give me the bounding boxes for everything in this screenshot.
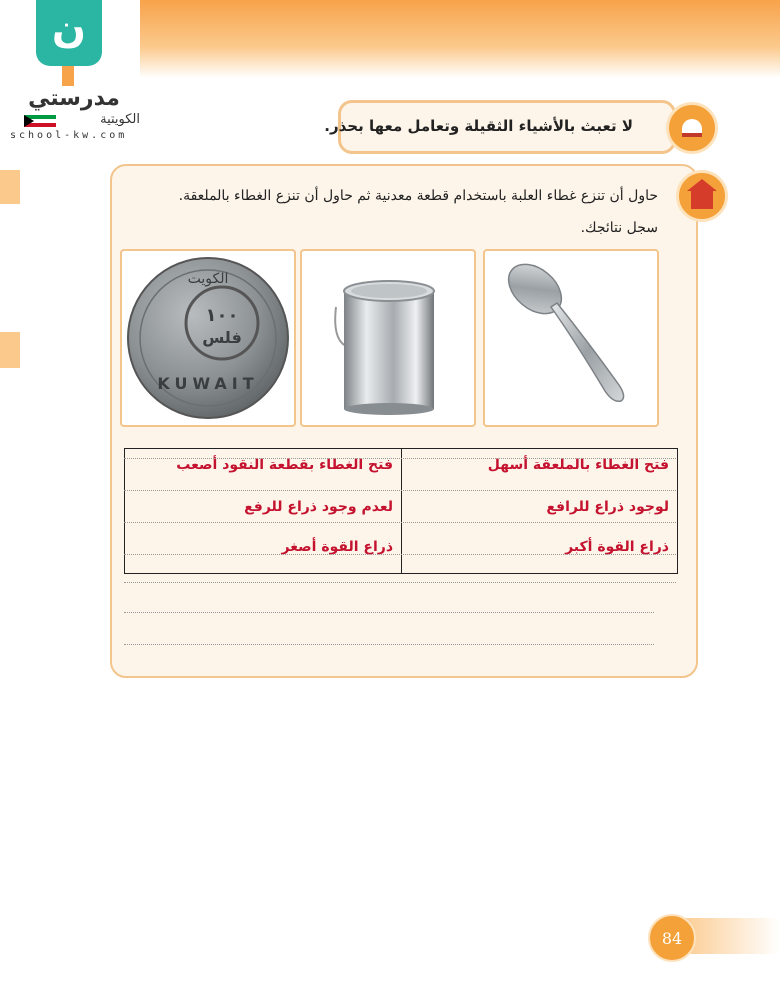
safety-note-text: لا تعبث بالأشياء الثقيلة وتعامل معها بحذر. [324, 117, 633, 135]
paint-can-image [300, 249, 476, 427]
answer-line[interactable] [124, 458, 676, 459]
logo-subtitle: الكويتية [100, 112, 140, 127]
coin-top-text: الكويت [187, 271, 229, 287]
result-spoon: فتح الغطاء بالملعقة أسهل [487, 457, 669, 473]
logo-name: مدرستي [28, 86, 120, 111]
answer-line[interactable] [124, 522, 676, 523]
answer-line[interactable] [124, 582, 676, 583]
activity-instruction-line2: سجل نتائجك. [580, 220, 658, 236]
coin-image [120, 249, 296, 427]
worker-icon [666, 102, 718, 154]
logo-url: school-kw.com [10, 130, 128, 141]
results-table [124, 448, 678, 574]
result-coin: لعدم وجود ذراع للرفع [244, 499, 393, 515]
answer-line[interactable] [124, 490, 676, 491]
kuwait-flag-icon [24, 115, 56, 127]
logo-glyph: ن [51, 6, 87, 52]
logo-stem [62, 66, 74, 86]
result-coin: ذراع القوة أصغر [281, 539, 393, 555]
answer-line[interactable] [124, 554, 676, 555]
side-tab-top [0, 170, 20, 204]
logo-mark [36, 0, 102, 66]
coin-unit: فلس [202, 328, 242, 347]
result-spoon: ذراع القوة أكبر [565, 539, 669, 555]
spoon-image [483, 249, 659, 427]
header-band [140, 0, 780, 78]
coin-value: ١٠٠ [205, 305, 239, 326]
result-coin: فتح الغطاء بقطعة النقود أصعب [176, 457, 393, 473]
page-number: 84 [661, 928, 683, 948]
answer-line[interactable] [124, 612, 654, 613]
site-logo[interactable] [0, 0, 150, 140]
side-tab-bottom [0, 332, 20, 368]
activity-instruction-line1: حاول أن تنزع غطاء العلبة باستخدام قطعة معدنية ثم حاول أن تنزع الغطاء بالملعقة. [178, 188, 658, 204]
page-number-badge [648, 914, 696, 962]
home-icon [676, 170, 728, 222]
result-spoon: لوجود ذراع للرافع [546, 499, 669, 515]
coin-rim-text: KUWAIT [157, 374, 259, 393]
answer-line[interactable] [124, 644, 654, 645]
safety-note [324, 100, 676, 154]
